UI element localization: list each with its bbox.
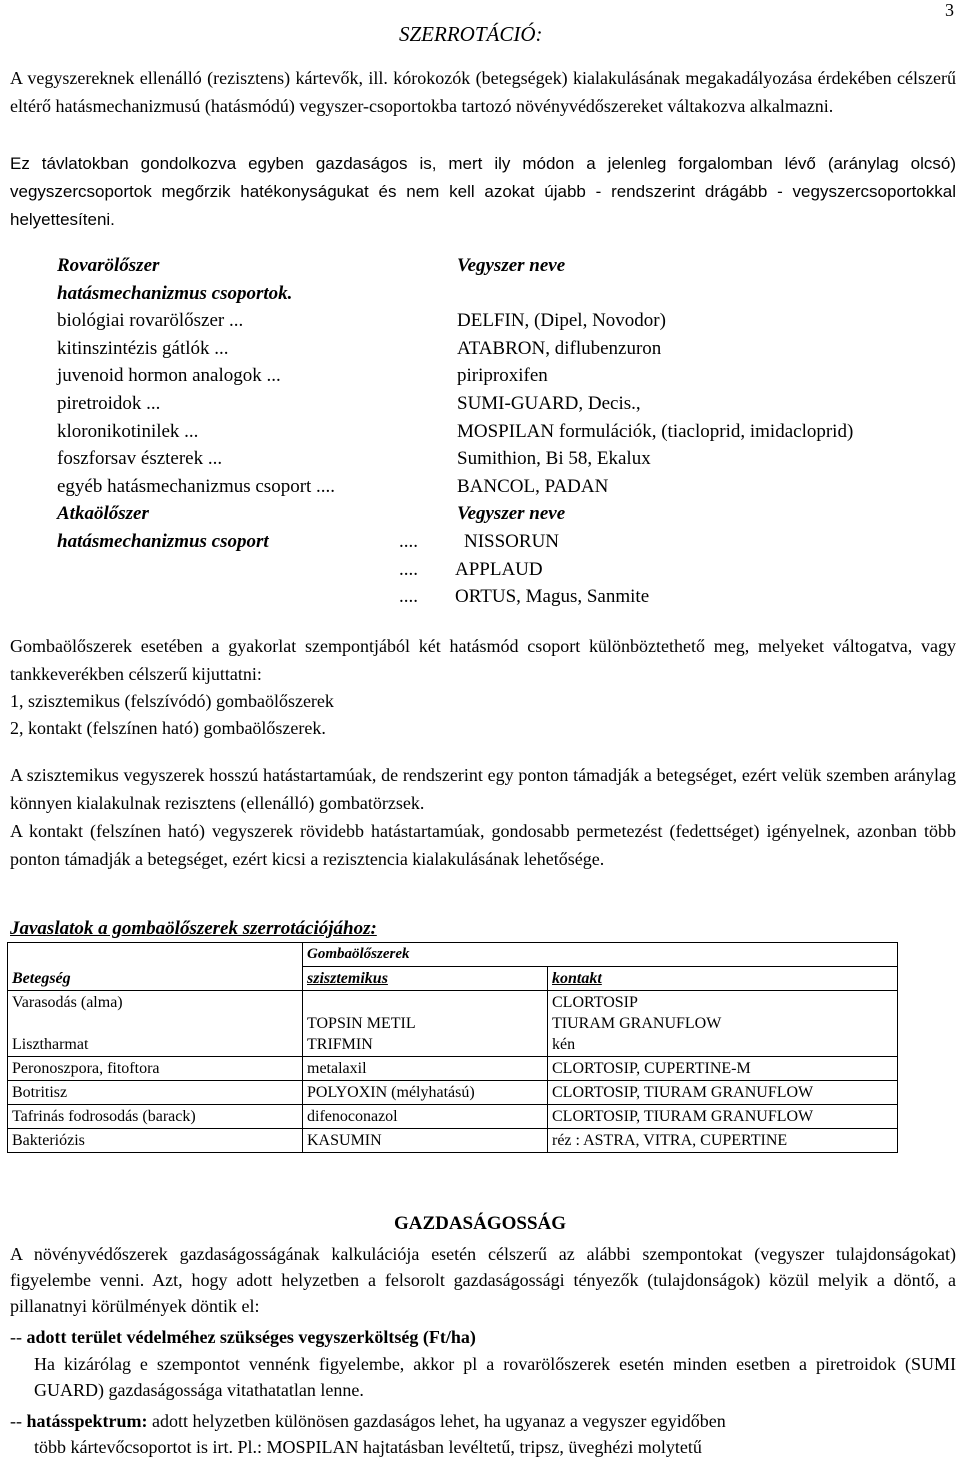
acaricide-header — [57, 500, 960, 528]
systemic-topsin: TOPSIN METIL — [307, 1015, 416, 1032]
fungicide-table — [7, 942, 898, 1153]
insecticide-products: ATABRON, diflubenzuron — [457, 337, 662, 359]
table-cell-disease — [8, 991, 303, 1057]
table-header-systemic: szisztemikus — [303, 967, 548, 991]
fungicide-list-item-1: 1, szisztemikus (felszívódó) gombaölőszerek — [10, 691, 334, 711]
table-cell-systemic: POLYOXIN (mélyhatású) — [303, 1081, 548, 1105]
table-row — [8, 1057, 898, 1081]
fungicide-list-item-2: 2, kontakt (felszínen ható) gombaölőszerek. — [10, 718, 326, 738]
insecticide-header-left: Rovarölőszer — [57, 255, 160, 276]
table-title: Javaslatok a gombaölőszerek szerrotációjához: — [10, 918, 377, 939]
list-item — [57, 362, 960, 390]
point2-continuation: több kártevőcsoportot is irt. Pl.: MOSPILAN hajtatásban levéltetű, tripsz, üveghézi molytetű — [34, 1437, 702, 1457]
disease-lisztharmat: Lisztharmat — [12, 1036, 89, 1053]
table-cell-disease: Bakteriózis — [8, 1129, 303, 1153]
insecticide-group: biológiai rovarölőszer ... — [57, 310, 244, 332]
point1-heading — [10, 1324, 476, 1350]
insecticide-group: piretroidok ... — [57, 392, 161, 414]
table-row — [8, 967, 898, 991]
acaricide-products: ORTUS, Magus, Sanmite — [455, 586, 650, 608]
insecticide-products: DELFIN, (Dipel, Novodor) — [457, 310, 666, 332]
list-item — [57, 583, 960, 611]
table-row — [8, 943, 898, 967]
contact-tiuram: TIURAM GRANUFLOW — [552, 1015, 722, 1032]
list-item — [57, 445, 960, 473]
table-cell-contact — [548, 991, 898, 1057]
point2-line — [10, 1408, 726, 1434]
insecticide-group: juvenoid hormon analogok ... — [57, 365, 281, 387]
acaricide-products: NISSORUN — [464, 530, 560, 552]
insecticide-products: SUMI-GUARD, Decis., — [457, 392, 641, 414]
table-cell-disease: Tafrinás fodrosodás (barack) — [8, 1105, 303, 1129]
table-cell-contact: CLORTOSIP, CUPERTINE-M — [548, 1057, 898, 1081]
economy-paragraph: Ez távlatokban gondolkozva egyben gazdaságos is, mert ily módon a jelenleg forgalomban lévő (aránylag olcsó) vegyszercsoportok megőrzik hatékonyságukat és nem kell azokat újabb - rendszerint drágább - vegyszercsoportokkal helyettesíteni. — [10, 154, 956, 229]
table-cell-systemic: KASUMIN — [303, 1129, 548, 1153]
table-row — [8, 1129, 898, 1153]
point1-bold: adott terület védelméhez szükséges vegyszerköltség (Ft/ha) — [26, 1327, 476, 1347]
list-item — [57, 335, 960, 363]
insecticide-header — [57, 252, 960, 280]
acaricide-dots: .... — [399, 558, 418, 580]
point2-text: adott helyzetben különösen gazdaságos lehet, ha ugyanaz a vegyszer egyidőben — [147, 1411, 726, 1431]
table-cell-contact: réz : ASTRA, VITRA, CUPERTINE — [548, 1129, 898, 1153]
point1-text: Ha kizárólag e szempontot vennénk figyelembe, akkor pl a rovarölőszerek esetén minden esetben a piretroidok (SUMI GUARD) gazdaságossága vitathatatlan lenne. — [34, 1354, 956, 1400]
acaricide-group-label: hatásmechanizmus csoport — [57, 530, 269, 552]
table-header-disease: Betegség — [8, 967, 303, 991]
table-super-header: Gombaölőszerek — [303, 943, 898, 967]
table-cell-systemic: metalaxil — [303, 1057, 548, 1081]
list-item — [57, 418, 960, 446]
table-cell-disease: Peronoszpora, fitoftora — [8, 1057, 303, 1081]
list-item — [57, 307, 960, 335]
point2-prefix: -- — [10, 1411, 27, 1431]
acaricide-header-left: Atkaölőszer — [57, 503, 149, 525]
systemic-paragraph: A szisztemikus vegyszerek hosszú hatástartamúak, de rendszerint egy ponton támadják a betegséget, ezért velük szemben aránylag könnyen kialakulnak rezisztens (ellenálló) gombatörzsek. — [10, 765, 956, 813]
insecticide-group: kitinszintézis gátlók ... — [57, 337, 229, 359]
contact-paragraph: A kontakt (felszínen ható) vegyszerek rövidebb hatástartamúak, gondosabb permetezést (fedettséget) igényelnek, azonban több ponton támadják a betegséget, ezért kicsi a rezisztencia kialakulásának lehetősége. — [10, 821, 956, 869]
insecticide-group: egyéb hatásmechanizmus csoport .... — [57, 475, 336, 497]
systemic-trifmin: TRIFMIN — [307, 1036, 373, 1053]
insecticide-group: kloronikotinilek ... — [57, 420, 199, 442]
fungicide-paragraph: Gombaölőszerek esetében a gyakorlat szempontjából két hatásmód csoport különböztethető meg, melyeket váltogatva, vagy tankkeverékben célszerű kijuttatni: — [10, 636, 956, 684]
list-item — [57, 556, 960, 584]
insecticide-products: BANCOL, PADAN — [457, 475, 609, 497]
insecticide-header-line2 — [57, 280, 960, 308]
acaricide-dots: .... — [399, 530, 418, 552]
acaricide-products: APPLAUD — [455, 558, 543, 580]
point2-bold: hatásspektrum: — [26, 1411, 148, 1431]
acaricide-header-right: Vegyszer neve — [457, 503, 566, 525]
table-cell-contact: CLORTOSIP, TIURAM GRANUFLOW — [548, 1105, 898, 1129]
list-item — [57, 528, 960, 556]
table-header-contact: kontakt — [548, 967, 898, 991]
list-item — [57, 390, 960, 418]
contact-ken: kén — [552, 1036, 576, 1053]
gazd-heading: GAZDASÁGOSSÁG — [393, 1213, 567, 1234]
list-item — [57, 473, 960, 501]
page-title: SZERROTÁCIÓ: — [399, 22, 543, 46]
contact-clortosip: CLORTOSIP — [552, 994, 638, 1011]
table-row — [8, 1105, 898, 1129]
insecticide-list — [57, 252, 960, 611]
gazd-paragraph: A növényvédőszerek gazdaságosságának kalkulációja esetén célszerű az alábbi szempontokat (vegyszer tulajdonságokat) figyelembe venni. Azt, hogy adott helyzetben a felsorolt gazdaságossági tényezők (tulajdonságok) közül melyik a döntő, a pillanatnyi körülmények döntik el: — [10, 1244, 956, 1316]
table-row — [8, 1081, 898, 1105]
table-cell-systemic — [303, 991, 548, 1057]
intro-paragraph: A vegyszereknek ellenálló (rezisztens) kártevők, ill. kórokozók (betegségek) kialakulásának megakadályozása érdekében célszerű eltérő hatásmechanizmusú (hatásmódú) vegyszer-csoportokba tartozó növényvédőszereket váltakozva alkalmazni. — [10, 68, 956, 116]
page-number: 3 — [945, 0, 954, 20]
table-cell-disease: Botritisz — [8, 1081, 303, 1105]
table-cell-empty — [8, 943, 303, 967]
insecticide-header-right: Vegyszer neve — [457, 255, 566, 276]
table-cell-systemic: difenoconazol — [303, 1105, 548, 1129]
insecticide-header-left-2: hatásmechanizmus csoportok. — [57, 282, 293, 304]
insecticide-products: Sumithion, Bi 58, Ekalux — [457, 448, 651, 470]
disease-varasodas: Varasodás (alma) — [12, 994, 123, 1011]
table-cell-contact: CLORTOSIP, TIURAM GRANUFLOW — [548, 1081, 898, 1105]
insecticide-group: foszforsav észterek ... — [57, 448, 223, 470]
insecticide-products: piriproxifen — [457, 365, 548, 387]
table-row — [8, 991, 898, 1057]
point1-prefix: -- — [10, 1327, 27, 1347]
acaricide-dots: .... — [399, 586, 418, 608]
insecticide-products: MOSPILAN formulációk, (tiacloprid, imidacloprid) — [457, 420, 854, 442]
